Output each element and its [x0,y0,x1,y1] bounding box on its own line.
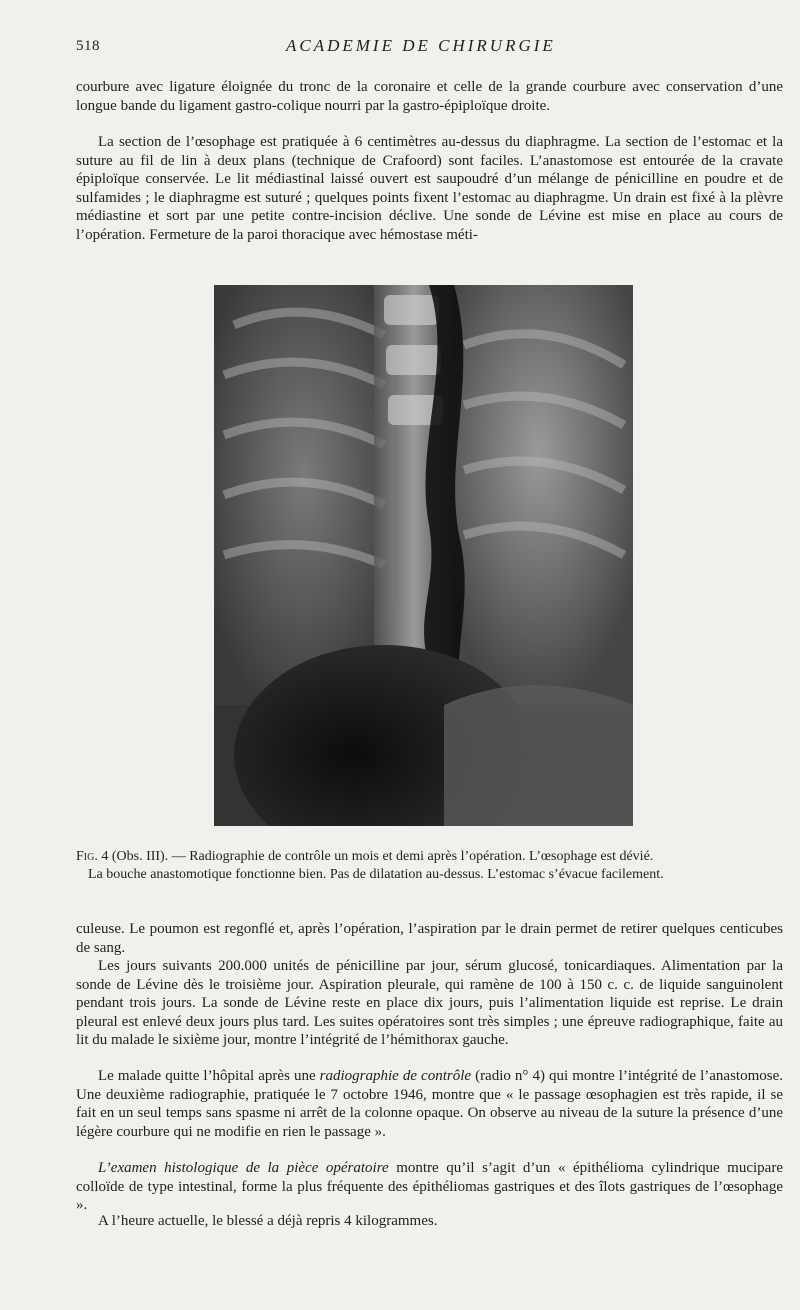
figure-caption [76,848,786,884]
journal-title: ACADEMIE DE CHIRURGIE [286,36,556,55]
paragraph-malade-quitte: Le malade quitte l’hôpital après une radiographie de contrôle (radio n° 4) qui montre l’intégrité de l’anastomose. Une deuxième radiographie, pratiquée le 7 octobre 1946, montre que « le passage œsophagien est très rapide, il se fait en un seul temps sans spasme ni arrêt de la colonne opaque. On observe au niveau de la suture la présence d’une légère courbure qui ne modifie en rien le passage ». [76,1068,783,1140]
figure-label: Fig. 4 [76,849,109,864]
paragraph-courbure: courbure avec ligature éloignée du tronc de la coronaire et celle de la grande courbure avec conservation d’une longue bande du ligament gastro-colique nourri par la gastro-épiploïque droite. [76,79,783,114]
examen-histologique-italic: L’examen histologique de la pièce opératoire [98,1160,389,1176]
paragraph-section: La section de l’œsophage est pratiquée à 6 centimètres au-dessus du diaphragme. La section de l’estomac et la suture au fil de lin à deux plans (technique de Crafoord) sont faciles. L’anastomose est entourée de la cravate épiploïque conservée. Le lit médiastinal laissé ouvert est saupoudré d’un mélange de pénicilline en poudre et de sulfamides ; le diaphragme est suturé ; quelques points fixent l’estomac au diaphragme. Un drain est fixé à la plèvre médiastine et sort par une petite contre-incision déclive. Une sonde de Lévine est mise en place au cours de l’opération. Fermeture de la paroi thoracique avec hémostase méti- [76,134,783,243]
caption-line-1: (Obs. III). — Radiographie de contrôle un mois et demi après l’opération. L’œsophage est dévié. [111,849,654,864]
paragraph-jours-suivants: Les jours suivants 200.000 unités de pénicilline par jour, sérum glucosé, tonicardiaques. Alimentation par la sonde de Lévine dès le troisième jour. Aspiration pleurale, qui ramène de 100 à 150 c. c. de liquide sanguinolent pendant trois jours. La sonde de Lévine reste en place dix jours, puis l’alimentation liquide est reprise. Le drain pleural est enlevé deux jours plus tard. Les suites opératoires sont très simples ; une épreuve radiographique, faite au lit du malade le sixième jour, montre l’intégrité de l’hémithorax gauche. [76,958,783,1048]
running-head [76,36,770,60]
paragraph-heure-actuelle: A l’heure actuelle, le blessé a déjà repris 4 kilogrammes. [98,1213,438,1229]
caption-line-2: La bouche anastomotique fonctionne bien. Pas de dilatation au-dessus. L’estomac s’évacue facilement. [88,867,664,882]
paragraph-culeuse: culeuse. Le poumon est regonflé et, après l’opération, l’aspiration par le drain permet de retirer quelques centicubes de sang. [76,921,783,956]
radiograph-figure [214,285,633,826]
page-number: 518 [76,38,100,54]
radiographie-de-controle-italic: radiographie de contrôle [319,1068,472,1084]
radiograph-image [214,285,633,826]
paragraph-examen-histologique: L’examen histologique de la pièce opératoire montre qu’il s’agit d’un « épithélioma cylindrique mucipare colloïde de type intestinal, forme la plus fréquente des épithéliomas gastriques et des îlots gastriques de l’œsophage ». [76,1160,783,1213]
